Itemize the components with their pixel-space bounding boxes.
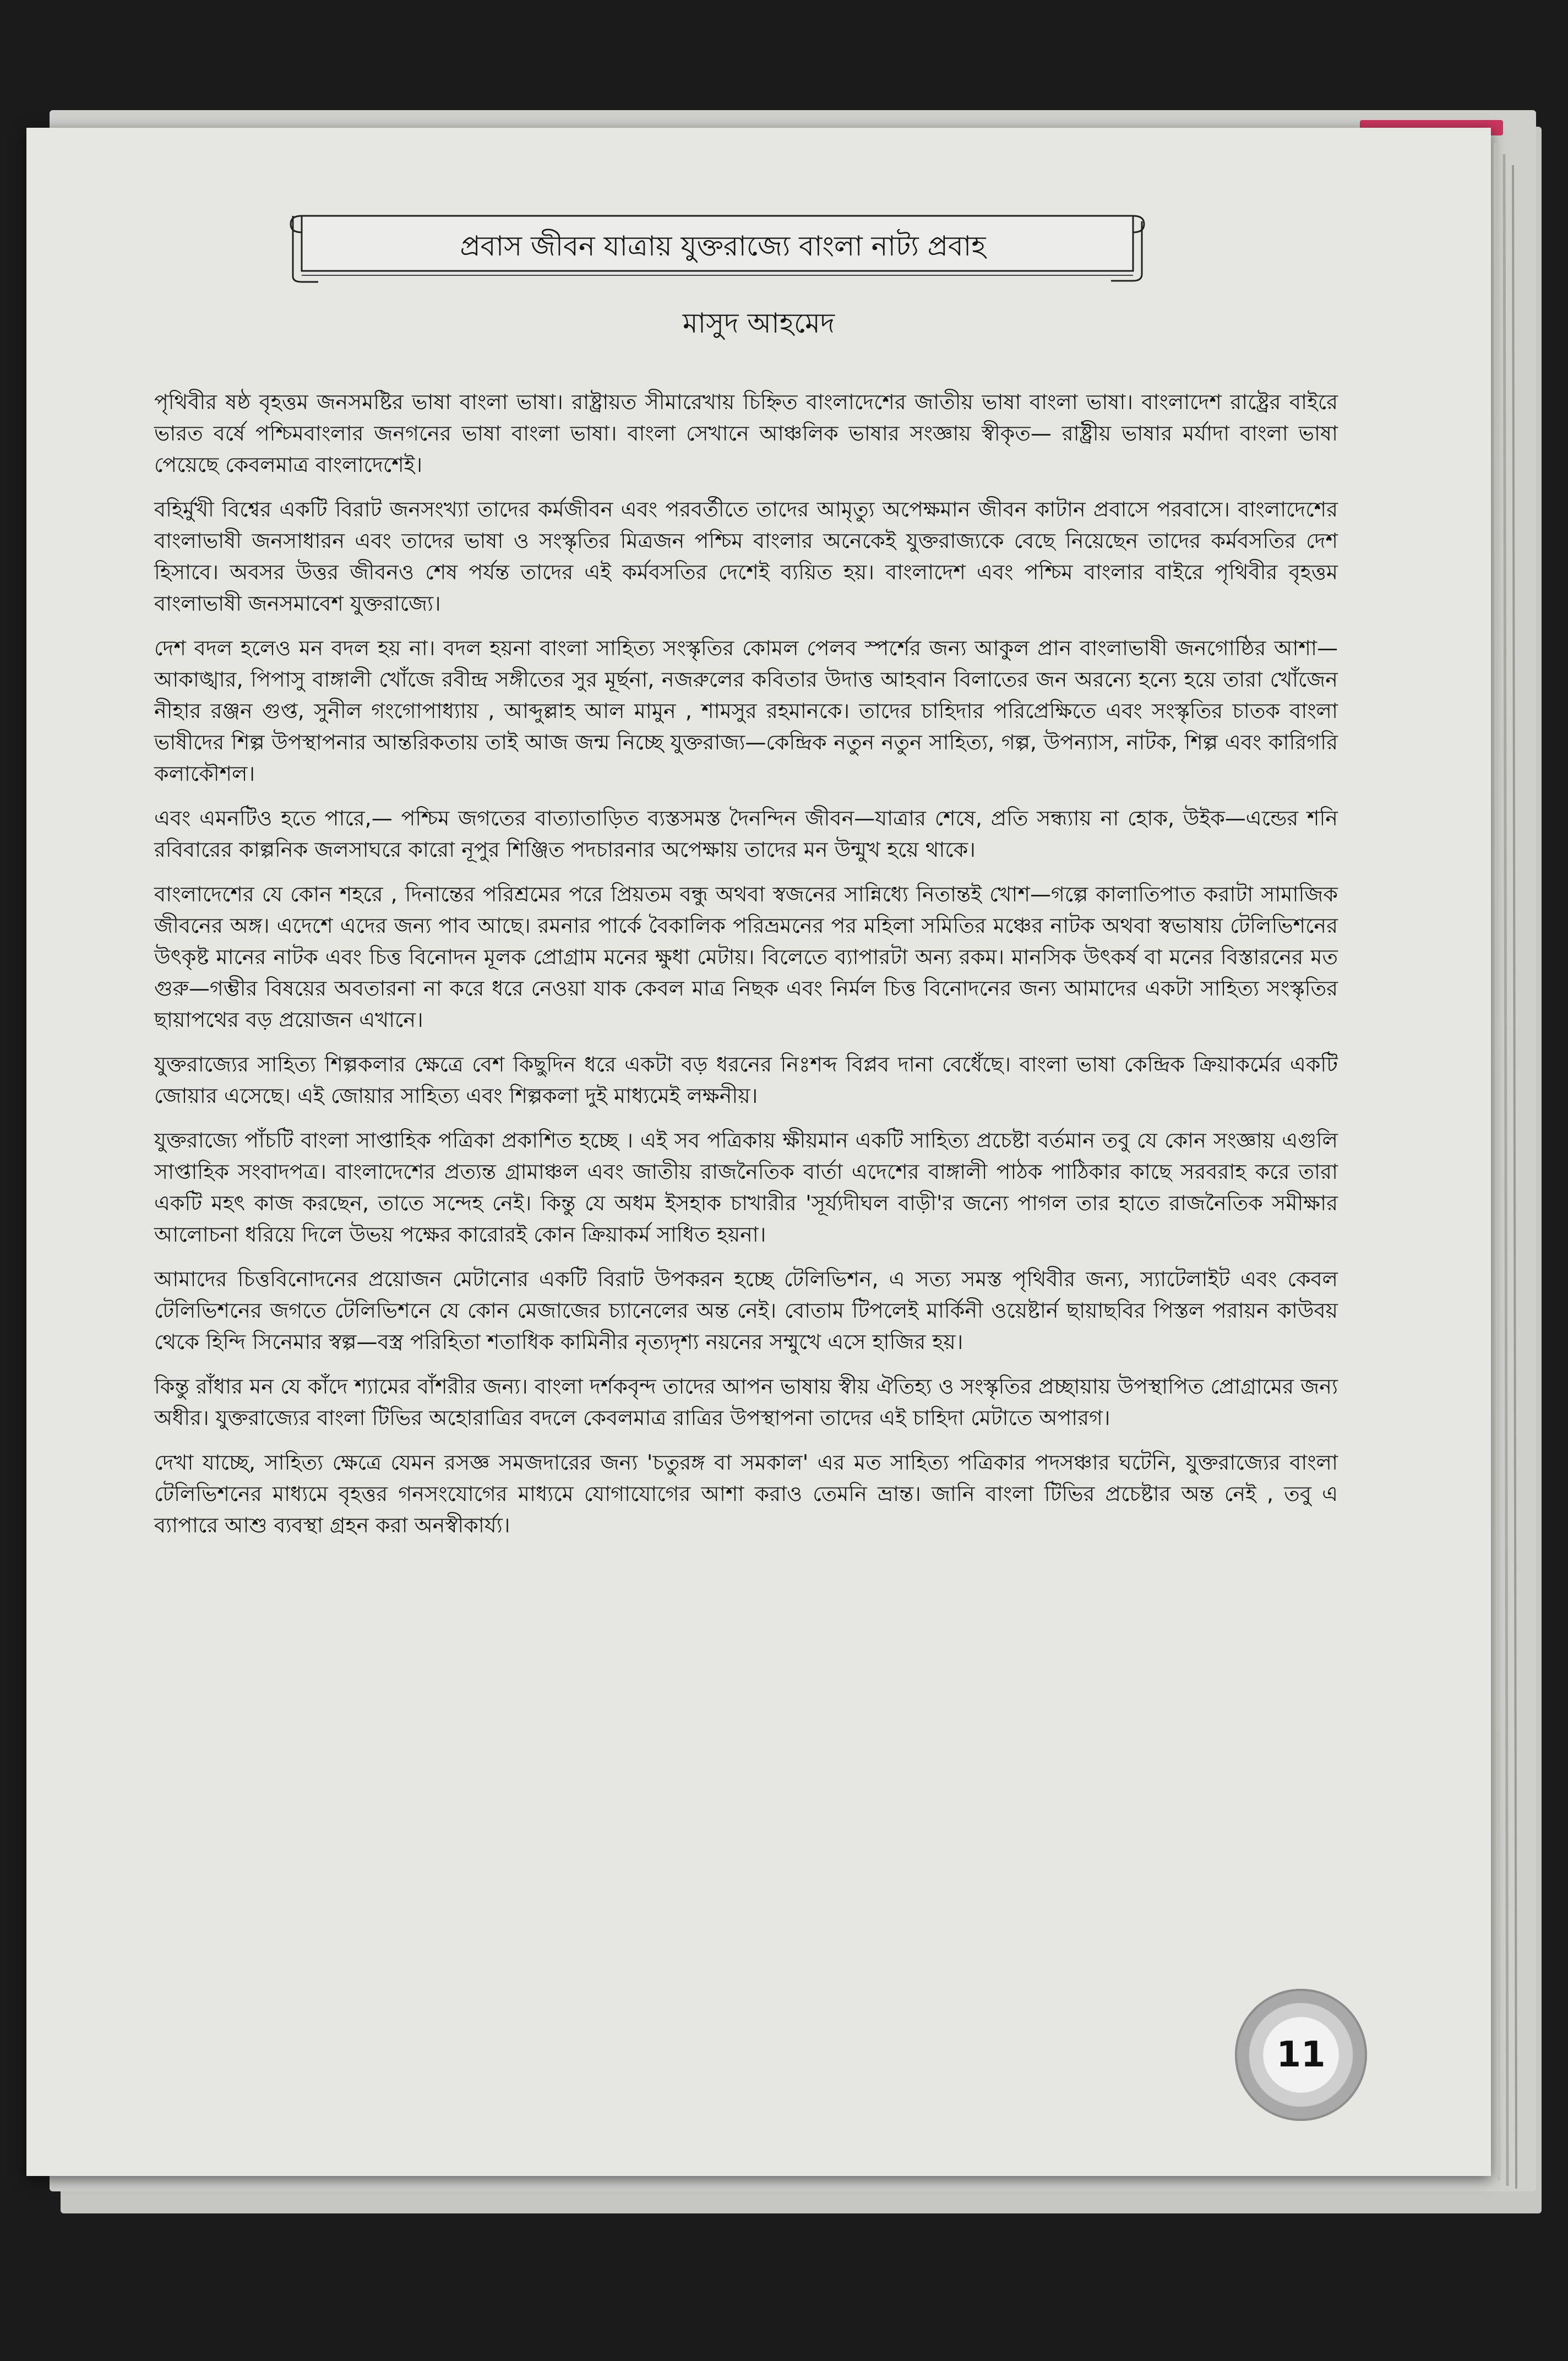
author-name: মাসুদ আহমেদ	[682, 307, 835, 339]
paragraph: পৃথিবীর ষষ্ঠ বৃহত্তম জনসমষ্টির ভাষা বাংলা ভাষা। রাষ্ট্রায়ত সীমারেখায় চিহ্নিত বাংলাদেশের জাতীয় ভাষা বাংলা ভাষা। বাংলাদেশ রাষ্ট্রের বাইরে ভারত বর্ষে পশ্চিমবাংলার জনগনের ভাষা বাংলা ভাষা। বাংলা সেখানে আঞ্চলিক ভাষার সংজ্ঞায় স্বীকৃত— রাষ্ট্রীয় ভাষার মর্যাদা বাংলা ভাষা পেয়েছে কেবলমাত্র বাংলাদেশেই।	[154, 390, 1338, 477]
document-title: প্রবাস জীবন যাত্রায় যুক্তরাজ্যে বাংলা নাট্য প্রবাহ	[460, 230, 986, 262]
paragraph: আমাদের চিত্তবিনোদনের প্রয়োজন মেটানোর একটি বিরাট উপকরন হচ্ছে টেলিভিশন, এ সত্য সমস্ত পৃথিবীর জন্য, স্যাটেলাইট এবং কেবল টেলিভিশনের জগতে টেলিভিশনে যে কোন মেজাজের চ্যানেলের অন্ত নেই। বোতাম টিপলেই মার্কিনী ওয়েষ্টার্ন ছায়াছবির পিস্তল পরায়ন কাউবয় থেকে হিন্দি সিনেমার স্বল্প—বস্ত্র পরিহিতা শতাধিক কামিনীর নৃত্যদৃশ্য নয়নের সম্মুখে এসে হাজির হয়।	[154, 1267, 1338, 1354]
paragraph: কিন্তু রাঁধার মন যে কাঁদে শ্যামের বাঁশরীর জন্য। বাংলা দর্শকবৃন্দ তাদের আপন ভাষায় স্বীয় ঐতিহ্য ও সংস্কৃতির প্রচ্ছায়ায় উপস্থাপিত প্রোগ্রামের জন্য অধীর। যুক্তরাজ্যের বাংলা টিভির অহোরাত্রির বদলে কেবলমাত্র রাত্রির উপস্থাপনা তাদের এই চাহিদা মেটাতে অপারগ।	[154, 1374, 1338, 1430]
stacked-page-edges	[1491, 143, 1529, 2191]
article-body	[154, 387, 1338, 1554]
page-number: 11	[1276, 2034, 1326, 2075]
paragraph: বহির্মুখী বিশ্বের একটি বিরাট জনসংখ্যা তাদের কর্মজীবন এবং পরবর্তীতে তাদের আমৃত্যু অপেক্ষমান জীবন কাটান প্রবাসে পরবাসে। বাংলাদেশের বাংলাভাষী জনসাধারন এবং তাদের ভাষা ও সংস্কৃতির মিত্রজন পশ্চিম বাংলার অনেকেই যুক্তরাজ্যকে বেছে নিয়েছেন তাদের কর্মবসতির দেশ হিসাবে। অবসর উত্তর জীবনও শেষ পর্যন্ত তাদের এই কর্মবসতির দেশেই ব্যয়িত হয়। বাংলাদেশ এবং পশ্চিম বাংলার বাইরে পৃথিবীর বৃহত্তম বাংলাভাষী জনসমাবেশ যুক্তরাজ্যে।	[154, 497, 1338, 616]
paragraph: যুক্তরাজ্যে পাঁচটি বাংলা সাপ্তাহিক পত্রিকা প্রকাশিত হচ্ছে । এই সব পত্রিকায় ক্ষীয়মান একটি সাহিত্য প্রচেষ্টা বর্তমান তবু যে কোন সংজ্ঞায় এগুলি সাপ্তাহিক সংবাদপত্র। বাংলাদেশের প্রত্যন্ত গ্রামাঞ্চল এবং জাতীয় রাজনৈতিক বার্তা এদেশের বাঙ্গালী পাঠক পাঠিকার কাছে সরবরাহ করে তারা একটি মহৎ কাজ করছেন, তাতে সন্দেহ নেই। কিন্তু যে অধম ইসহাক চাখারীর 'সূর্য্যদীঘল বাড়ী'র জন্যে পাগল তার হাতে রাজনৈতিক সমীক্ষার আলোচনা ধরিয়ে দিলে উভয় পক্ষের কারোরই কোন ক্রিয়াকর্ম সাধিত হয়না।	[154, 1128, 1338, 1247]
paragraph: বাংলাদেশের যে কোন শহরে , দিনান্তের পরিশ্রমের পরে প্রিয়তম বন্ধু অথবা স্বজনের সান্নিধ্যে নিতান্তই খোশ—গল্পে কালাতিপাত করাটা সামাজিক জীবনের অঙ্গ। এদেশে এদের জন্য পাব আছে। রমনার পার্কে বৈকালিক পরিভ্রমনের পর মহিলা সমিতির মঞ্চের নাটক অথবা স্বভাষায় টেলিভিশনের উৎকৃষ্ট মানের নাটক এবং চিত্ত বিনোদন মূলক প্রোগ্রাম মনের ক্ষুধা মেটায়। বিলেতে ব্যাপারটা অন্য রকম। মানসিক উৎকর্ষ বা মনের বিস্তারনের মত গুরু—গম্ভীর বিষয়ের অবতারনা না করে ধরে নেওয়া যাক কেবল মাত্র নিছক এবং নির্মল চিত্ত বিনোদনের জন্য আমাদের একটা সাহিত্য সংস্কৃতির ছায়াপথের বড় প্রয়োজন এখানে।	[154, 882, 1338, 1032]
document-page	[26, 128, 1491, 2176]
page-number-badge	[1235, 1989, 1367, 2121]
paragraph: এবং এমনটিও হতে পারে,— পশ্চিম জগতের বাত্যাতাড়িত ব্যস্তসমস্ত দৈনন্দিন জীবন—যাত্রার শেষে, প্রতি সন্ধ্যায় না হোক, উইক—এন্ডের শনি রবিবারের কাল্পনিক জলসাঘরে কারো নূপুর শিঞ্জিত পদচারনার অপেক্ষায় তাদের মন উন্মুখ হয়ে থাকে।	[154, 806, 1338, 862]
paragraph: দেখা যাচ্ছে, সাহিত্য ক্ষেত্রে যেমন রসজ্ঞ সমজদারের জন্য 'চতুরঙ্গ বা সমকাল' এর মত সাহিত্য পত্রিকার পদসঞ্চার ঘটেনি, যুক্তরাজ্যের বাংলা টেলিভিশনের মাধ্যমে বৃহত্তর গনসংযোগের মাধ্যমে যোগাযোগের আশা করাও তেমনি ভ্রান্ত। জানি বাংলা টিভির প্রচেষ্টার অন্ত নেই , তবু এ ব্যাপারে আশু ব্যবস্থা গ্রহন করা অনস্বীকার্য্য।	[154, 1450, 1338, 1537]
paragraph: যুক্তরাজ্যের সাহিত্য শিল্পকলার ক্ষেত্রে বেশ কিছুদিন ধরে একটা বড় ধরনের নিঃশব্দ বিপ্লব দানা বেধেঁছে। বাংলা ভাষা কেন্দ্রিক ক্রিয়াকর্মের একটি জোয়ার এসেছে। এই জোয়ার সাহিত্য এবং শিল্পকলা দুই মাধ্যমেই লক্ষনীয়।	[154, 1052, 1338, 1108]
paragraph: দেশ বদল হলেও মন বদল হয় না। বদল হয়না বাংলা সাহিত্য সংস্কৃতির কোমল পেলব স্পর্শের জন্য আকুল প্রান বাংলাভাষী জনগোষ্ঠির আশা—আকাঙ্খার, পিপাসু বাঙ্গালী খোঁজে রবীন্দ্র সঙ্গীতের সুর মূর্ছনা, নজরুলের কবিতার উদাত্ত আহবান বিলাতের জন অরন্যে হন্যে হয়ে তারা খোঁজেন নীহার রঞ্জন গুপ্ত, সুনীল গংগোপাধ্যায় , আব্দুল্লাহ আল মামুন , শামসুর রহমানকে। তাদের চাহিদার পরিপ্রেক্ষিতে এবং সংস্কৃতির চাতক বাংলা ভাষীদের শিল্প উপস্থাপনার আন্তরিকতায় তাই আজ জন্ম নিচ্ছে যুক্তরাজ্য—কেন্দ্রিক নতুন নতুন সাহিত্য, গল্প, উপন্যাস, নাটক, শিল্প এবং কারিগরি কলাকৌশল।	[154, 636, 1338, 786]
title-scroll-banner	[285, 205, 1155, 287]
